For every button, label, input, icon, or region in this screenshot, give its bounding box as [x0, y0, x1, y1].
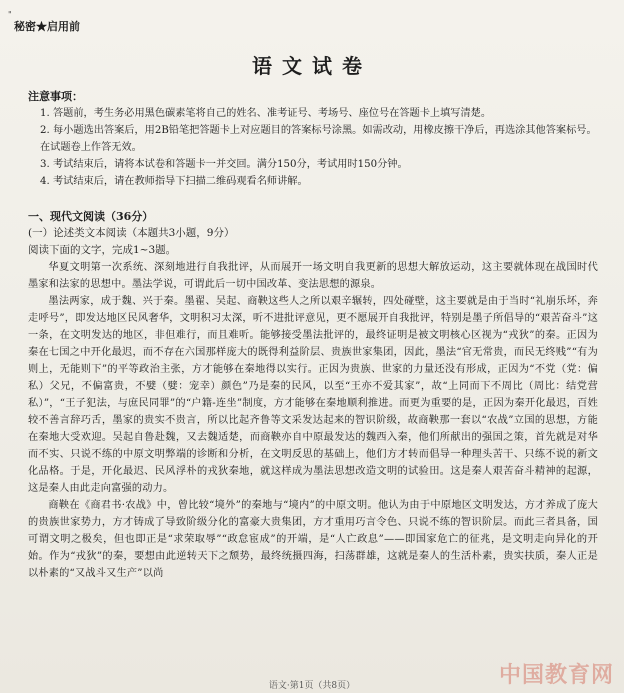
notes-heading: 注意事项： — [28, 90, 83, 103]
note-item: 2. 每小题选出答案后，用2B铅笔把答题卡上对应题目的答案标号涂黑。如需改动，用橡皮擦干净后，再选涂其他答案标号。在试题卷上作答无效。 — [40, 125, 597, 153]
page-title: 语文试卷 — [252, 54, 372, 78]
watermark: 中国教育网 — [498, 663, 614, 688]
corner-mark: " — [8, 10, 12, 19]
body-paragraph: 华夏文明第一次系统、深刻地进行自我批评，从而展开一场文明自我更新的思想大解放运动，这主要就体现在战国时代墨家和法家的思想中。墨法学说，可谓此后一切中国改革、变法思想的源泉。 — [28, 262, 598, 290]
page-footer: 语文·第1页（共8页） — [268, 681, 356, 691]
section-block — [28, 208, 598, 582]
body-paragraph: 商鞅在《商君书·农战》中，曾比较“境外”的秦地与“境内”的中原文明。他认为由于中原地区文明发达，方才养成了庞大的贵族世家势力，方才铸成了导致阶级分化的富豪大贵集团，方才重用巧言令色、只说不练的智识阶层。而此三者具备，国可谓文明之极矣，但也即正是“求荣取辱”“政怠宦成”的开端，是“人亡政息”——即国家危亡的征兆，是文明走向异化的开始。作为“戎狄”的秦，要想由此逆转天下之颓势，最终统摄四海，扫荡群雄，这就是秦人的生活朴素，贵实扶质，秦人正是以朴素的“又战斗又生产”以尚 — [28, 500, 598, 579]
section-subheading: (一）论述类文本阅读（本题共3小题，9分） — [28, 227, 235, 239]
note-item: 3. 考试结束后，请将本试卷和答题卡一并交回。满分150分，考试用时150分钟。 — [40, 159, 408, 170]
note-item: 1. 答题前，考生务必用黑色碳素笔将自己的姓名、准考证号、考场号、座位号在答题卡上填写清楚。 — [40, 108, 492, 119]
body-paragraph: 墨法两家，成于魏、兴于秦。墨翟、吴起、商鞅这些人之所以艰辛辗转，四处碰壁，这主要就是由于当时“礼崩乐坏，奔走呼号”，即发达地区民风奢华，文明积习太深，听不进批评意见，更不愿展开自我批评，特别是墨子所倡导的“艰苦奋斗”这一条，在文明发达的地区，非但难行，而且难听。能够接受墨法批评的，最终证明是被文明核心区视为“戎狄”的秦。正因为秦在七国之中开化最迟，而不存在六国那样庞大的既得利益阶层、贵族世家集团，因此，墨法“官无常贵，而民无终贱”“有为则上，无能则下”的平等政治主张，方才能够在秦地得以实行。正因为贵族、世家的力量还没有形成，正因为“不党（党：偏私）父兄，不偏富贵，不嬖（嬖：宠幸）颜色”乃是秦的民风，以至“王亦不爱其家”，故“上同而下不周比（周比：结党营私）”，“王子犯法，与庶民同罪”的“户籍-连坐”制度，方才能够在秦地顺利推进。而更为重要的是，正因为秦开化最迟，百姓较不善言辞巧舌，墨家的贵实不贵言，所以比起齐鲁等文采发达起来的智识阶级，故商鞅那一套以“农战”立国的思想，方能在秦地大受欢迎。吴起自鲁赴魏，又去魏适楚，而商鞅亦自中原最发达的魏西入秦，他们所献出的强国之策，首先就是对华而不实、只说不练的中原文明弊端的诊断和分析，在文明反思的基础上，他们方才转而倡导一种理头苦干、只练不说的新文化品格。于是，开化最迟、民风浮朴的戎狄秦地，就这样成为墨法思想改造文明的试验田。这是秦人艰苦奋斗精神的起源，这是秦人由此走向富强的动力。 — [28, 296, 598, 494]
notes-block — [28, 88, 598, 190]
secret-label: 秘密★启用前 — [14, 20, 80, 33]
section-instruction: 阅读下面的文字，完成1~3题。 — [28, 244, 177, 256]
section-heading: 一、现代文阅读（36分） — [28, 210, 154, 223]
note-item: 4. 考试结束后，请在教师指导下扫描二维码观看名师讲解。 — [40, 176, 308, 187]
